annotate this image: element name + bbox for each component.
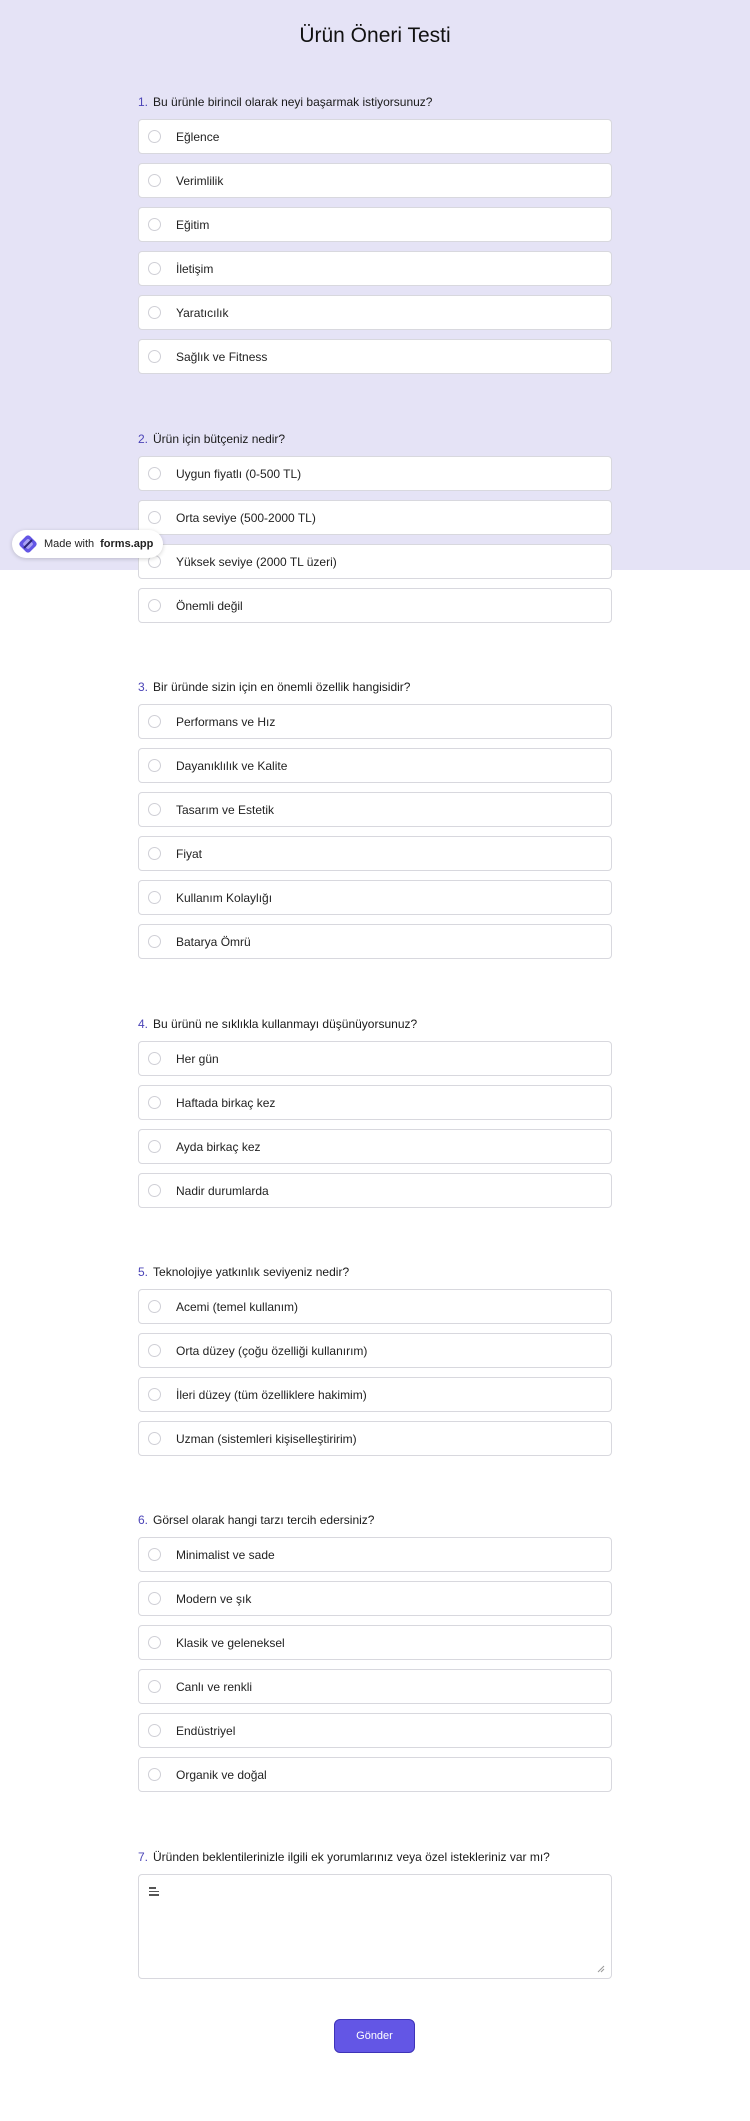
radio-circle-icon[interactable] [148,1388,161,1401]
radio-circle-icon[interactable] [148,1680,161,1693]
radio-circle-icon[interactable] [148,467,161,480]
question-number: 3. [138,680,149,694]
option-budget-low[interactable] [138,456,612,491]
option-label: Endüstriyel [176,1723,236,1738]
option-iletisim[interactable] [138,251,612,286]
question-number: 2. [138,432,149,446]
option-orta-duzey[interactable] [138,1333,612,1368]
radio-circle-icon[interactable] [148,1096,161,1109]
option-ileri-duzey[interactable] [138,1377,612,1412]
radio-circle-icon[interactable] [148,1184,161,1197]
question-number: 6. [138,1513,149,1527]
radio-circle-icon[interactable] [148,1140,161,1153]
option-label: Organik ve doğal [176,1767,267,1782]
option-label: Fiyat [176,846,203,861]
question-7 [138,1848,612,1979]
radio-circle-icon[interactable] [148,1432,161,1445]
made-with-badge[interactable] [12,530,163,558]
option-label: Eğlence [176,129,220,144]
option-klasik[interactable] [138,1625,612,1660]
radio-circle-icon[interactable] [148,174,161,187]
option-ayda[interactable] [138,1129,612,1164]
question-text: Bu ürünle birincil olarak neyi başarmak istiyorsunuz? [153,95,433,109]
radio-circle-icon[interactable] [148,218,161,231]
option-label: Uygun fiyatlı (0-500 TL) [176,466,302,481]
option-endustriyel[interactable] [138,1713,612,1748]
text-format-icon [149,1887,159,1896]
question-6 [138,1511,612,1801]
radio-circle-icon[interactable] [148,350,161,363]
radio-circle-icon[interactable] [148,935,161,948]
option-label: İletişim [176,261,214,276]
option-label: Batarya Ömrü [176,934,251,949]
option-batarya[interactable] [138,924,612,959]
option-budget-high[interactable] [138,544,612,579]
option-label: Minimalist ve sade [176,1547,275,1562]
forms-app-logo-icon [18,534,38,554]
option-label: Nadir durumlarda [176,1183,269,1198]
option-label: Sağlık ve Fitness [176,349,268,364]
option-label: Modern ve şık [176,1591,252,1606]
radio-circle-icon[interactable] [148,803,161,816]
question-text: Bir üründe sizin için en önemli özellik hangisidir? [153,680,411,694]
question-text: Görsel olarak hangi tarzı tercih edersiniz? [153,1513,375,1527]
option-label: Tasarım ve Estetik [176,802,275,817]
question-5 [138,1263,612,1465]
radio-circle-icon[interactable] [148,1724,161,1737]
question-2 [138,430,612,632]
option-label: Orta seviye (500-2000 TL) [176,510,316,525]
option-dayaniklilik[interactable] [138,748,612,783]
option-label: Haftada birkaç kez [176,1095,276,1110]
option-label: Dayanıklılık ve Kalite [176,758,288,773]
option-tasarim[interactable] [138,792,612,827]
comments-textarea-wrapper [138,1874,612,1979]
option-haftada[interactable] [138,1085,612,1120]
option-canli[interactable] [138,1669,612,1704]
radio-circle-icon[interactable] [148,759,161,772]
question-1 [138,93,612,383]
radio-circle-icon[interactable] [148,306,161,319]
option-modern[interactable] [138,1581,612,1616]
option-saglik-fitness[interactable] [138,339,612,374]
option-acemi[interactable] [138,1289,612,1324]
page-title: Ürün Öneri Testi [299,24,451,47]
option-label: Verimlilik [176,173,224,188]
option-fiyat[interactable] [138,836,612,871]
option-label: Acemi (temel kullanım) [176,1299,299,1314]
option-verimlilik[interactable] [138,163,612,198]
option-label: Eğitim [176,217,210,232]
radio-circle-icon[interactable] [148,262,161,275]
question-text: Teknolojiye yatkınlık seviyeniz nedir? [153,1265,350,1279]
option-yaraticilik[interactable] [138,295,612,330]
option-budget-any[interactable] [138,588,612,623]
option-label: Performans ve Hız [176,714,276,729]
badge-prefix: Made with [44,538,95,550]
option-label: Önemli değil [176,598,243,613]
question-text: Bu ürünü ne sıklıkla kullanmayı düşünüyorsunuz? [153,1017,418,1031]
question-number: 1. [138,95,149,109]
option-label: İleri düzey (tüm özelliklere hakimim) [176,1387,367,1402]
radio-circle-icon[interactable] [148,847,161,860]
option-label: Klasik ve geleneksel [176,1635,285,1650]
option-uzman[interactable] [138,1421,612,1456]
radio-circle-icon[interactable] [148,1592,161,1605]
radio-circle-icon[interactable] [148,1344,161,1357]
option-egitim[interactable] [138,207,612,242]
option-egence[interactable] [138,119,612,154]
question-text: Ürün için bütçeniz nedir? [153,432,286,446]
option-label: Uzman (sistemleri kişiselleştiririm) [176,1431,357,1446]
radio-circle-icon[interactable] [148,1548,161,1561]
option-label: Kullanım Kolaylığı [176,890,273,905]
question-number: 4. [138,1017,149,1031]
radio-circle-icon[interactable] [148,715,161,728]
question-text: Üründen beklentilerinizle ilgili ek yorumlarınız veya özel istekleriniz var mı? [153,1850,550,1864]
option-label: Yüksek seviye (2000 TL üzeri) [176,554,337,569]
option-label: Canlı ve renkli [176,1679,253,1694]
radio-circle-icon[interactable] [148,1768,161,1781]
option-her-gun[interactable] [138,1041,612,1076]
option-label: Ayda birkaç kez [176,1139,261,1154]
question-number: 7. [138,1850,149,1864]
radio-circle-icon[interactable] [148,599,161,612]
option-performans[interactable] [138,704,612,739]
option-label: Her gün [176,1051,219,1066]
option-minimalist[interactable] [138,1537,612,1572]
option-label: Orta düzey (çoğu özelliği kullanırım) [176,1343,368,1358]
resize-handle-icon[interactable] [597,1965,605,1973]
question-4 [138,1015,612,1217]
badge-brand: forms.app [100,538,154,550]
radio-circle-icon[interactable] [148,511,161,524]
radio-circle-icon[interactable] [148,891,161,904]
radio-circle-icon[interactable] [148,130,161,143]
option-organik[interactable] [138,1757,612,1792]
option-kullanim[interactable] [138,880,612,915]
radio-circle-icon[interactable] [148,1300,161,1313]
question-3 [138,678,612,968]
radio-circle-icon[interactable] [148,1636,161,1649]
option-label: Yaratıcılık [176,305,229,320]
comments-textarea[interactable] [139,1875,611,1978]
submit-button[interactable]: Gönder [334,2019,415,2053]
question-number: 5. [138,1265,149,1279]
option-nadir[interactable] [138,1173,612,1208]
option-budget-mid[interactable] [138,500,612,535]
radio-circle-icon[interactable] [148,1052,161,1065]
